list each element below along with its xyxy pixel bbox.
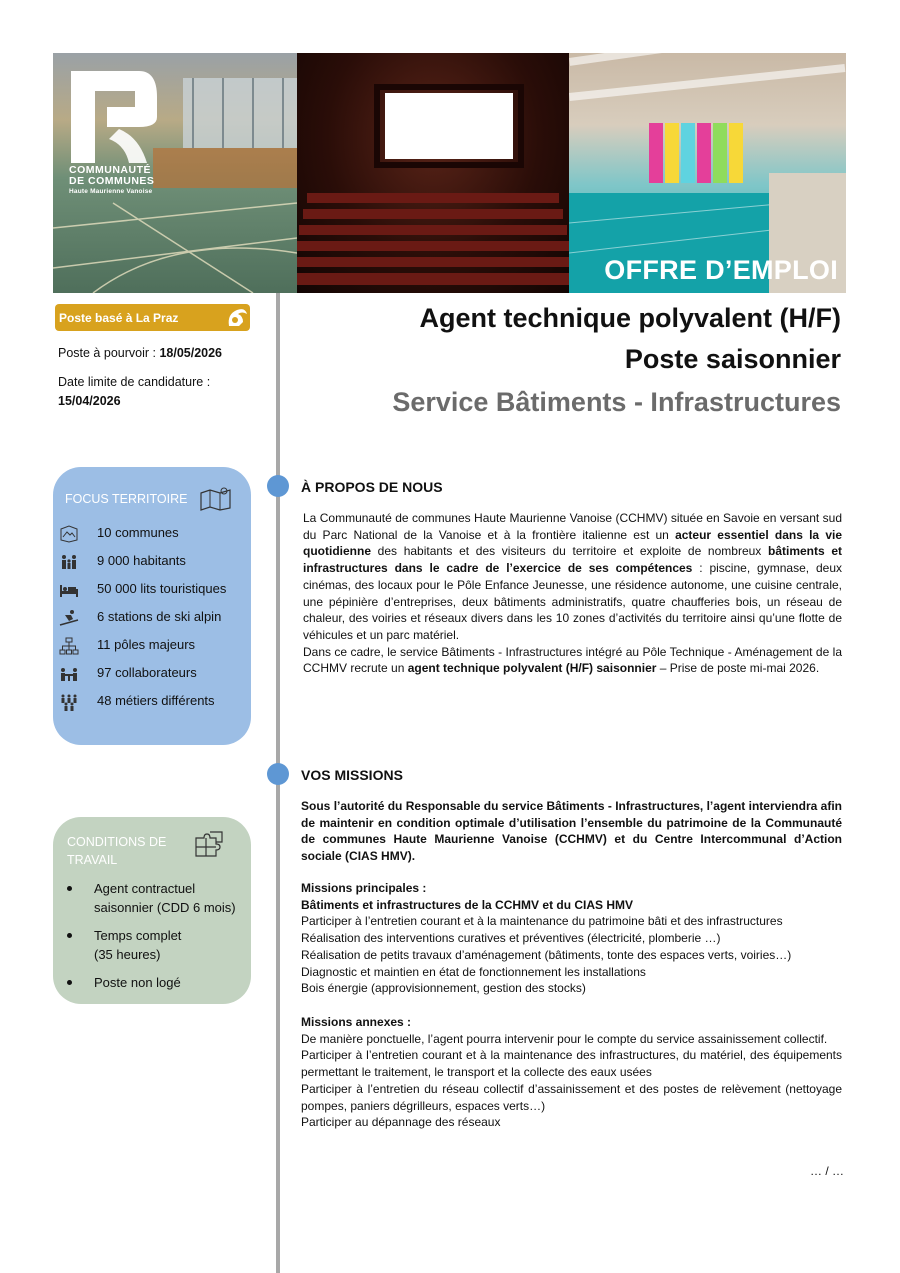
section-marker-icon <box>267 763 289 785</box>
header-banner <box>53 53 846 293</box>
team-icon <box>59 665 79 683</box>
mission-item: Participer à l’entretien du réseau collectif d’assainissement et des postes de relèvement (nettoyage pompes, paniers dégrilleurs, espaces verts…) <box>301 1081 842 1113</box>
org-chart-icon <box>59 637 79 655</box>
deadline-date: 15/04/2026 <box>58 394 121 408</box>
map-icon <box>200 487 232 511</box>
mountain-map-icon <box>59 525 79 543</box>
mission-item: Diagnostic et maintien en état de fonctionnement les installations <box>301 964 646 979</box>
puzzle-icon <box>194 830 224 858</box>
conditions-title: CONDITIONS DE TRAVAIL <box>67 835 167 867</box>
about-title: À PROPOS DE NOUS <box>301 479 443 495</box>
focus-item: 97 collaborateurs <box>53 664 251 686</box>
mission-item: De manière ponctuelle, l’agent pourra intervenir pour le compte du service assainissement collectif. <box>301 1031 828 1046</box>
deadline-label: Date limite de candidature : <box>58 375 211 389</box>
about-text: La Communauté de communes Haute Maurienne Vanoise (CCHMV) située en Savoie en versant sud du Parc National de la Vanoise et à la frontière italienne est un acteur essentiel dans la vie quotidienne des habitants et des visiteurs du territoire et exploite de nombreux bâtiments et infrastructures dans le cadre de l’exercice de ses compétences : piscine, gymnase, deux cinémas, des locaux pour le Pôle Enfance Jeunesse, une résidence autonome, une cuisine centrale, une pépinière d’entreprises, deux bâtiments administratifs, quatre chaufferies bois, un réseau de chaleur, des voiries et réseaux divers dans les 10 zones d’activités du territoire ainsi qu’une flotte de véhicules et un parc matériel. Dans ce cadre, le service Bâtiments - Infrastructures intégré au Pôle Technique - Aménagement de la CCHMV recrute un agent technique polyvalent (H/F) saisonnier – Prise de poste mi-mai 2026. <box>303 511 843 676</box>
focus-item: 50 000 lits touristiques <box>53 580 251 602</box>
main-missions <box>301 880 842 997</box>
ibex-icon <box>223 304 249 331</box>
focus-item: 48 métiers différents <box>53 692 251 714</box>
cinema-photo <box>297 53 569 293</box>
focus-item: 11 pôles majeurs <box>53 636 251 658</box>
focus-item: 6 stations de ski alpin <box>53 608 251 630</box>
focus-item: 10 communes <box>53 524 251 546</box>
main-missions-title: Missions principales : <box>301 881 427 895</box>
service-name: Service Bâtiments - Infrastructures <box>392 387 841 417</box>
bullet-icon <box>67 933 72 938</box>
location-badge: Poste basé à La Praz <box>55 304 250 331</box>
skier-icon <box>59 609 79 627</box>
mission-item: Participer au dépannage des réseaux <box>301 1115 501 1130</box>
job-title: Agent technique polyvalent (H/F) <box>419 303 841 333</box>
logo-title: COMMUNAUTÉ DE COMMUNES <box>69 164 155 187</box>
main-missions-subtitle: Bâtiments et infrastructures de la CCHMV et du CIAS HMV <box>301 897 634 912</box>
bed-icon <box>59 581 79 599</box>
secondary-missions-title: Missions annexes : <box>301 1015 412 1029</box>
mission-item: Réalisation de petits travaux d’aménagement (bâtiments, tonte des espaces verts, voiries…) <box>301 947 792 962</box>
job-type: Poste saisonnier <box>624 344 841 374</box>
bullet-icon <box>67 980 72 985</box>
continued-marker: … / … <box>810 1164 845 1178</box>
missions-intro: Sous l’autorité du Responsable du service Bâtiments - Infrastructures, l’agent interviendra afin de maintenir en condition optimale d’utilisation l’ensemble du patrimoine de la Communauté de communes Haute Maurienne Vanoise (CCHMV) et du Centre Intercommunal d’Action sociale (CIAS HMV). <box>301 799 842 864</box>
bullet-icon <box>67 886 72 891</box>
mission-item: Bois énergie (approvisionnement, gestion des stocks) <box>301 981 586 996</box>
start-date: Poste à pourvoir : 18/05/2026 <box>58 346 223 360</box>
focus-territory-card <box>53 467 251 745</box>
mission-item: Réalisation des interventions curatives et préventives (électricité, plomberie …) <box>301 931 721 946</box>
job-offer-heading: OFFRE D’EMPLOI <box>604 255 838 285</box>
mission-item: Participer à l’entretien courant et à la maintenance du patrimoine bâti et des infrastructures <box>301 914 783 929</box>
work-conditions-card: CONDITIONS DE TRAVAIL Agent contractuel saisonnier (CDD 6 mois) Temps complet (35 heures) Poste non logé <box>53 817 251 1004</box>
logo-subtitle: Haute Maurienne Vanoise <box>69 188 153 195</box>
crowd-icon <box>59 693 79 711</box>
section-marker-icon <box>267 475 289 497</box>
secondary-missions <box>301 1014 842 1131</box>
focus-item: 9 000 habitants <box>53 552 251 574</box>
mission-item: Participer à l’entretien courant et à la maintenance des infrastructures, du matériel, des équipements permettant le traitement, le transport et la collecte des eaux usées <box>301 1048 842 1080</box>
family-icon <box>59 553 79 571</box>
cchmv-logo-icon <box>69 67 159 167</box>
focus-title: FOCUS TERRITOIRE <box>65 492 188 506</box>
missions-title: VOS MISSIONS <box>301 767 403 783</box>
